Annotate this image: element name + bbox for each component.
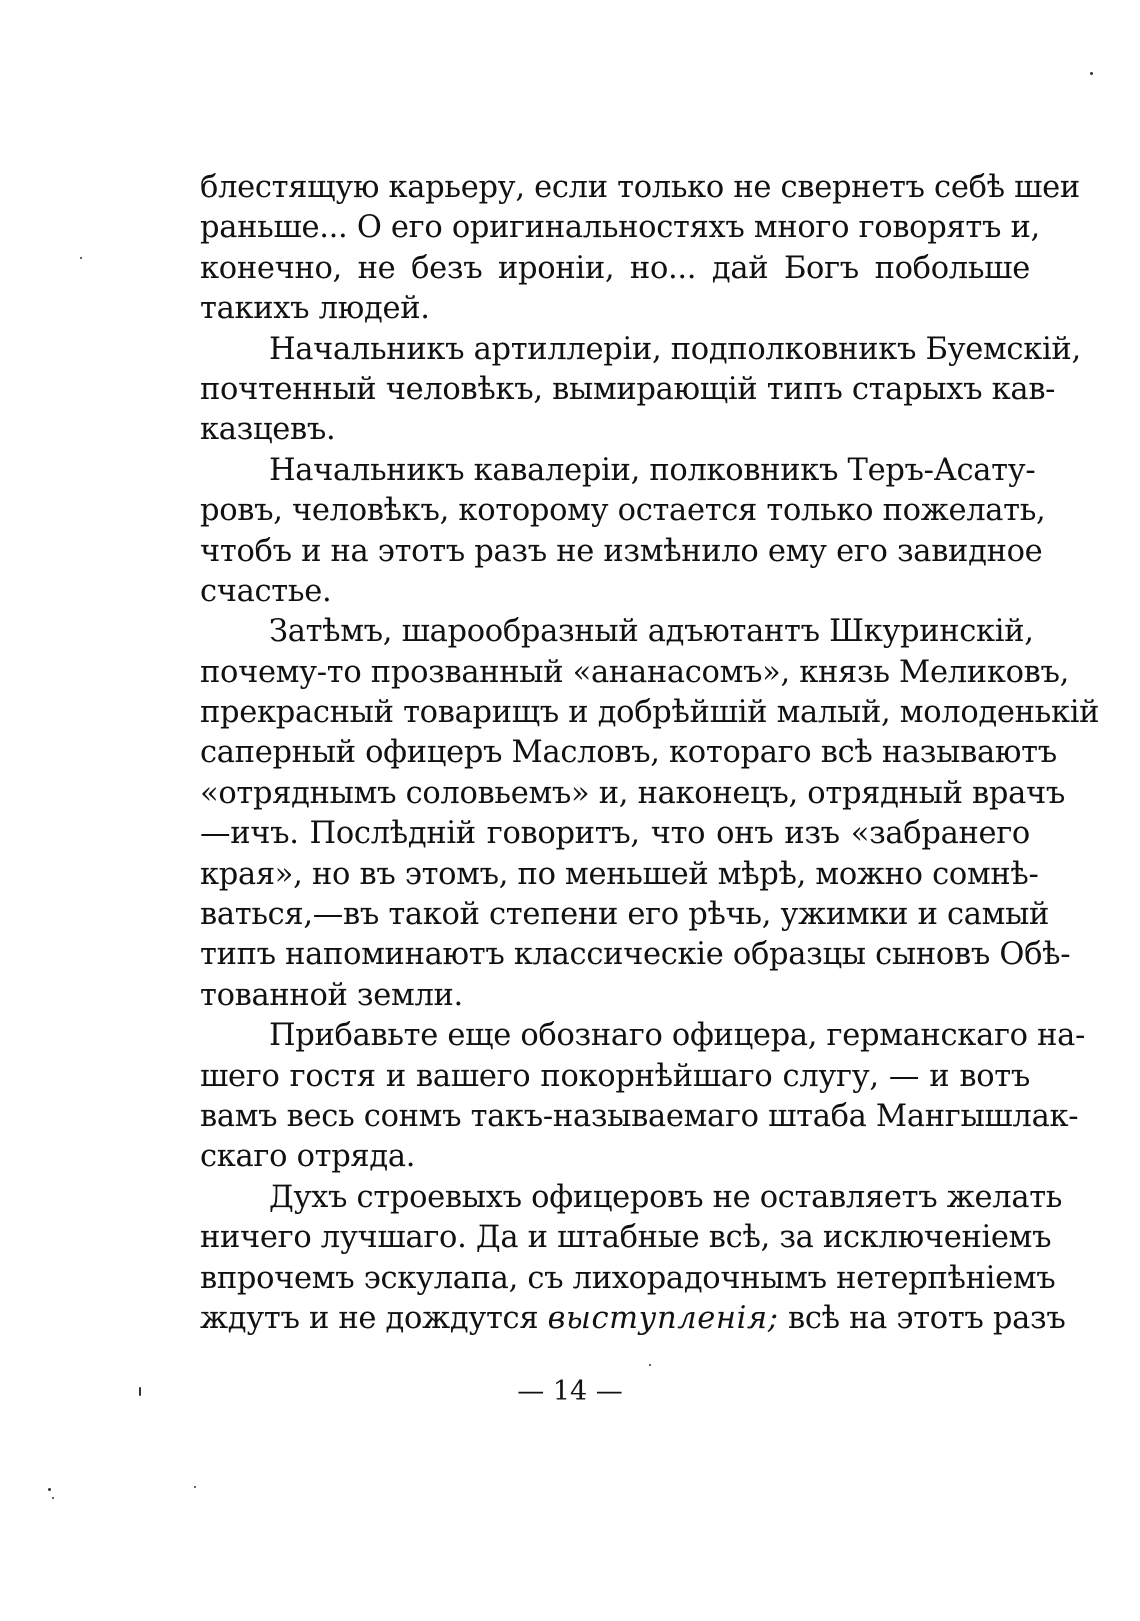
scan-speck xyxy=(194,1486,196,1488)
text-segment: ждутъ и не дождутся xyxy=(200,1300,548,1336)
scan-speck xyxy=(1090,72,1093,75)
text-line: края», но въ этомъ, по меньшей мѣрѣ, можно сомнѣ- xyxy=(200,856,1039,892)
text-line: —ичъ. Послѣдній говоритъ, что онъ изъ «забранего xyxy=(200,816,1030,852)
text-line: казцевъ. xyxy=(200,412,336,448)
text-line-with-emphasis xyxy=(200,1299,1066,1339)
text-line: конечно, не безъ ироніи, но... дай Богъ побольше xyxy=(200,250,1030,286)
text-line: раньше... О его оригинальностяхъ много говорятъ и, xyxy=(200,210,1040,246)
text-line: тованной земли. xyxy=(200,977,463,1013)
scan-speck xyxy=(139,1387,141,1396)
text-line: ничего лучшаго. Да и штабные всѣ, за исключеніемъ xyxy=(200,1220,1052,1256)
text-line: Начальникъ кавалеріи, полковникъ Теръ-Асату- xyxy=(269,452,1036,488)
text-line: «отряднымъ соловьемъ» и, наконецъ, отрядный врачъ xyxy=(200,775,1065,811)
scan-speck xyxy=(52,1497,54,1499)
page-number: — 14 — xyxy=(517,1376,623,1407)
text-line: блестящую карьеру, если только не свернетъ себѣ шеи xyxy=(200,170,1080,205)
text-line: шего гостя и вашего покорнѣйшаго слугу, — и вотъ xyxy=(200,1058,1030,1094)
text-line: впрочемъ эскулапа, съ лихорадочнымъ нетерпѣніемъ xyxy=(200,1260,1056,1296)
text-line: счастье. xyxy=(200,573,332,609)
text-line: почтенный человѣкъ, вымирающій типъ старыхъ кав- xyxy=(200,371,1056,407)
text-line: саперный офицеръ Масловъ, котораго всѣ называютъ xyxy=(200,735,1057,771)
text-line: прекрасный товарищъ и добрѣйшій малый, молоденькій xyxy=(200,695,1100,731)
emphasized-word: выступленія; xyxy=(547,1300,779,1336)
text-line: такихъ людей. xyxy=(200,291,430,327)
scan-speck xyxy=(649,1364,651,1366)
text-line: Духъ строевыхъ офицеровъ не оставляетъ желать xyxy=(269,1179,1063,1215)
text-line: почему-то прозванный «ананасомъ», князь Меликовъ, xyxy=(200,654,1070,690)
text-line: Прибавьте еще обознаго офицера, германскаго на- xyxy=(269,1018,1086,1054)
scan-speck xyxy=(80,257,82,259)
text-line: Начальникъ артиллеріи, подполковникъ Буемскій, xyxy=(269,331,1081,367)
text-line: скаго отряда. xyxy=(200,1139,416,1175)
scan-speck xyxy=(48,1488,51,1491)
text-line: вамъ весь сонмъ такъ-называемаго штаба Мангышлак- xyxy=(200,1098,1079,1134)
text-line: ровъ, человѣкъ, которому остается только пожелать, xyxy=(200,493,1046,529)
text-line: чтобъ и на этотъ разъ не измѣнило ему его завидное xyxy=(200,533,1043,569)
text-line: Затѣмъ, шарообразный адъютантъ Шкуринскій, xyxy=(269,614,1034,650)
text-segment: всѣ на этотъ разъ xyxy=(778,1300,1066,1336)
page-body xyxy=(200,168,1100,1339)
text-line: типъ напоминаютъ классическіе образцы сыновъ Обѣ- xyxy=(200,937,1071,973)
text-line: ваться,—въ такой степени его рѣчь, ужимки и самый xyxy=(200,897,1050,933)
